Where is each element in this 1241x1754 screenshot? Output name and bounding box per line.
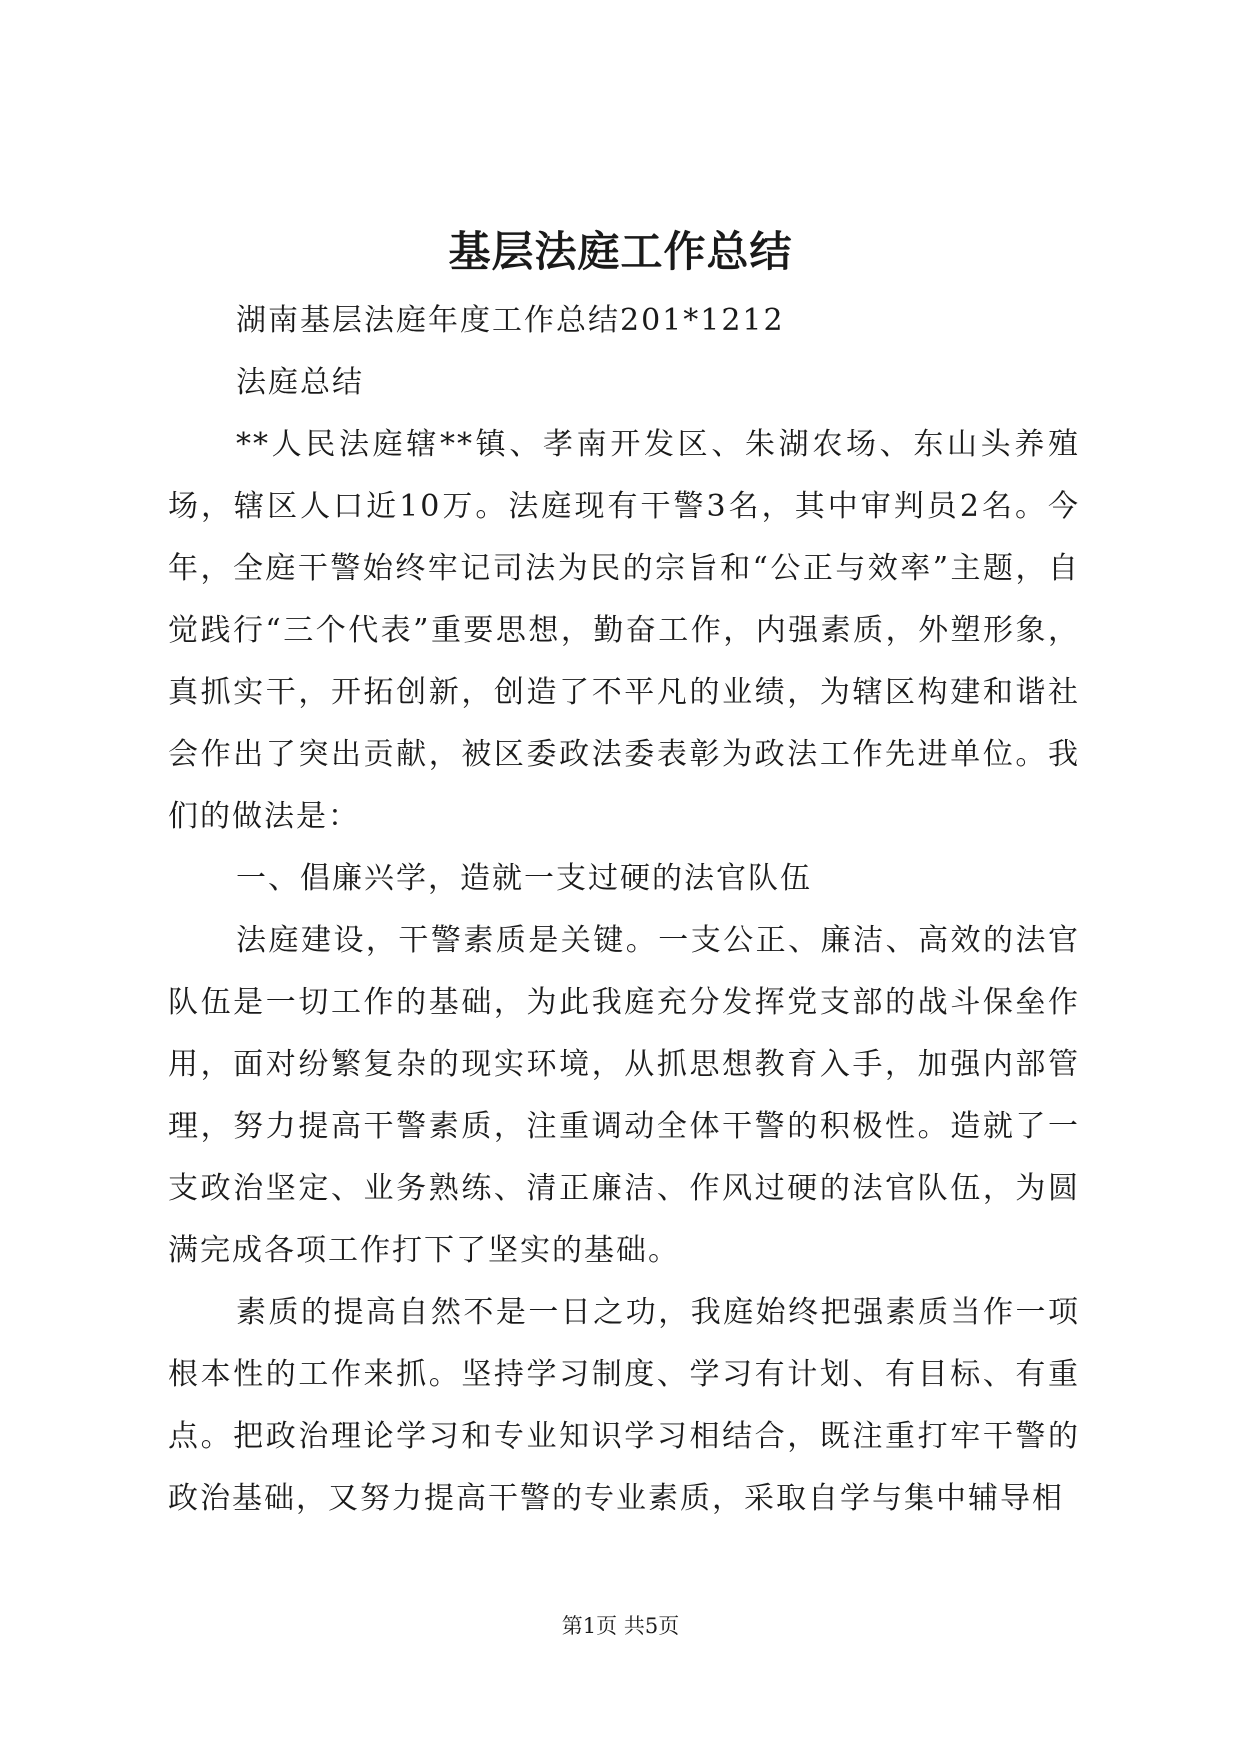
document-body bbox=[168, 290, 1080, 1530]
section-heading-1: 一、倡廉兴学，造就一支过硬的法官队伍 bbox=[236, 861, 812, 896]
document-title: 基层法庭工作总结 bbox=[448, 227, 793, 276]
paragraph-quality: 素质的提高自然不是一日之功，我庭始终把强素质当作一项根本性的工作来抓。坚持学习制度、学习有计划、有目标、有重点。把政治理论学习和专业知识学习相结合，既注重打牢干警的政治基础，又努力提高干警的专业素质，采取自学与集中辅导相 bbox=[168, 1295, 1080, 1516]
paragraph-team: 法庭建设，干警素质是关键。一支公正、廉洁、高效的法官队伍是一切工作的基础，为此我庭充分发挥党支部的战斗保垒作用，面对纷繁复杂的现实环境，从抓思想教育入手，加强内部管理，努力提高干警素质，注重调动全体干警的积极性。造就了一支政治坚定、业务熟练、清正廉洁、作风过硬的法官队伍，为圆满完成各项工作打下了坚实的基础。 bbox=[168, 923, 1080, 1268]
document-label: 法庭总结 bbox=[236, 365, 364, 400]
page-footer: 第1页 共5页 bbox=[561, 1614, 680, 1638]
document-subtitle: 湖南基层法庭年度工作总结201*1212 bbox=[236, 303, 785, 338]
paragraph-intro: **人民法庭辖**镇、孝南开发区、朱湖农场、东山头养殖场，辖区人口近10万。法庭现有干警3名，其中审判员2名。今年，全庭干警始终牢记司法为民的宗旨和“公正与效率”主题，自觉践行“三个代表”重要思想，勤奋工作，内强素质，外塑形象，真抓实干，开拓创新，创造了不平凡的业绩，为辖区构建和谐社会作出了突出贡献，被区委政法委表彰为政法工作先进单位。我们的做法是： bbox=[168, 427, 1080, 834]
